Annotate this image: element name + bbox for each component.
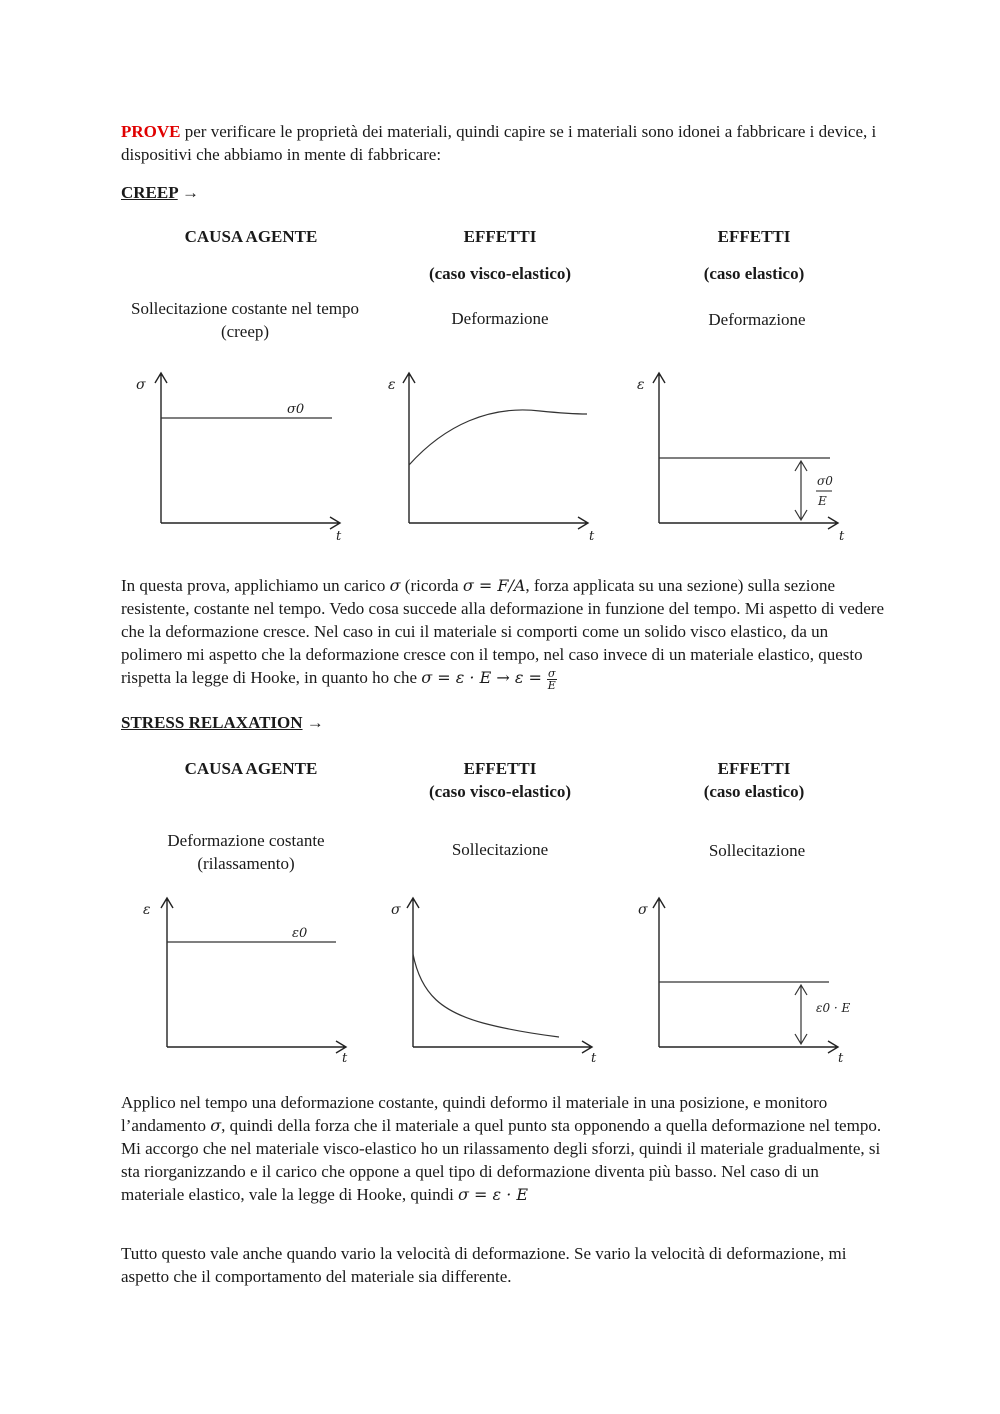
relax-text-1: Applico nel tempo una deformazione costante, quindi deformo il materiale in una posizione, e monitoro l’andamento xyxy=(121,1093,828,1135)
double-arrow-icon xyxy=(795,461,807,520)
stress-relaxation-curve xyxy=(413,954,559,1037)
relax-col2-subtitle: (caso visco-elastico) xyxy=(428,782,572,801)
creep-col3-desc: Deformazione xyxy=(708,310,806,329)
plot-y-axis-label: ε xyxy=(388,377,396,393)
creep-math-3: σ = ε · E → ε = xyxy=(421,668,548,687)
x-axis xyxy=(167,1041,346,1053)
relax-col1-title: CAUSA AGENTE xyxy=(184,759,318,778)
creep-math-2: σ = F/A xyxy=(462,576,526,595)
fraction-denominator: E xyxy=(547,678,556,692)
creep-col2-subtitle: (caso visco-elastico) xyxy=(428,264,572,283)
x-axis xyxy=(659,1041,838,1053)
creep-math-1: σ xyxy=(389,576,401,595)
relax-math-1: σ xyxy=(210,1116,222,1135)
relax-col3-desc: Sollecitazione xyxy=(708,841,806,860)
creep-col2-title: EFFETTI xyxy=(463,227,537,246)
relax-elastic-plot xyxy=(630,890,860,1075)
jump-numerator: σ0 xyxy=(817,474,833,488)
relax-col3-subtitle: (caso elastico) xyxy=(703,782,805,801)
creep-stress-plot xyxy=(130,365,360,550)
creep-text-3: , forza applicata su una sezione) sulla sezione resistente, costante nel tempo. Vedo cosa succede alla deformazione in funzione del tempo. Mi aspetto di vedere che la deformazione cresce. Nel caso in cui il materiale si comporti come un solido visco elastico, da un polimero mi aspetto che la deformazione cresce con il tempo, nel caso invece di un materiale elastico, questo rispetta la legge di Hooke, in quanto ho che xyxy=(121,576,884,687)
plot-x-axis-label: t xyxy=(342,1051,348,1066)
sigma0-label: σ0 xyxy=(287,402,305,417)
creep-text-2: (ricorda xyxy=(400,576,463,595)
relax-col2-title: EFFETTI xyxy=(463,759,537,778)
intro-paragraph xyxy=(121,120,881,166)
intro-text: per verificare le proprietà dei materiali, quindi capire se i materiali sono idonei a fabbricare i device, i dispositivi che abbiamo in mente di fabbricare: xyxy=(121,122,877,164)
relax-text-2: , quindi della forza che il materiale a quel punto sta opponendo a quella deformazione nel tempo. Mi accorgo che nel materiale visco-elastico ho un rilassamento degli sforzi, quindi il materiale gradualmente, si sta riorganizzando e il carico che oppone a quel tipo di deformazione diventa più basso. Nel caso di un materiale elastico, vale la legge di Hooke, quindi xyxy=(121,1116,882,1204)
prove-keyword: PROVE xyxy=(121,122,181,141)
right-arrow-icon: → xyxy=(181,183,199,202)
x-axis xyxy=(161,517,340,529)
creep-heading-label: CREEP xyxy=(121,183,178,202)
jump-label: ε0 · E xyxy=(816,1001,851,1015)
y-axis xyxy=(407,898,419,1047)
creep-col3-title: EFFETTI xyxy=(717,227,791,246)
closing-paragraph: Tutto questo vale anche quando vario la velocità di deformazione. Se vario la velocità di deformazione, mi aspetto che il comportamento del materiale sia differente. xyxy=(121,1244,847,1286)
creep-fraction xyxy=(547,668,557,691)
relax-col1-desc: Deformazione costante (rilassamento) xyxy=(167,831,325,873)
x-axis xyxy=(659,517,838,529)
creep-col1-title: CAUSA AGENTE xyxy=(184,227,318,246)
relax-col3-title: EFFETTI xyxy=(717,759,791,778)
creep-heading xyxy=(121,181,199,204)
relaxation-paragraph xyxy=(121,1091,886,1206)
y-axis xyxy=(653,373,665,523)
plot-y-axis-label: σ xyxy=(638,902,648,918)
creep-col1-desc: Sollecitazione costante nel tempo (creep) xyxy=(130,299,359,341)
creep-elastic-plot xyxy=(630,365,860,550)
creep-paragraph xyxy=(121,574,886,691)
plot-x-axis-label: t xyxy=(839,529,845,544)
plot-x-axis-label: t xyxy=(591,1051,597,1066)
x-axis xyxy=(413,1041,592,1053)
plot-x-axis-label: t xyxy=(336,529,342,544)
y-axis xyxy=(653,898,665,1047)
double-arrow-icon xyxy=(795,985,807,1044)
creep-col3-subtitle: (caso elastico) xyxy=(703,264,805,283)
plot-x-axis-label: t xyxy=(838,1051,844,1066)
creep-viscoelastic-plot xyxy=(380,365,610,550)
plot-y-axis-label: ε xyxy=(637,377,645,393)
y-axis xyxy=(161,898,173,1047)
x-axis xyxy=(409,517,588,529)
right-arrow-icon: → xyxy=(306,713,324,732)
relax-math-2: σ = ε · E xyxy=(458,1185,529,1204)
plot-y-axis-label: σ xyxy=(391,902,401,918)
fraction-numerator: σ xyxy=(548,666,556,680)
y-axis xyxy=(403,373,415,523)
relaxation-heading xyxy=(121,711,324,734)
relax-viscoelastic-plot xyxy=(383,890,613,1075)
relax-col2-desc: Sollecitazione xyxy=(451,840,549,859)
epsilon0-label: ε0 xyxy=(292,926,308,941)
plot-y-axis-label: ε xyxy=(143,902,151,918)
creep-text-1: In questa prova, applichiamo un carico xyxy=(121,576,390,595)
y-axis xyxy=(155,373,167,523)
jump-denominator: E xyxy=(818,494,827,508)
creep-strain-curve xyxy=(409,410,587,465)
plot-y-axis-label: σ xyxy=(136,377,146,393)
relaxation-heading-label: STRESS RELAXATION xyxy=(121,713,303,732)
creep-col2-desc: Deformazione xyxy=(451,309,549,328)
plot-x-axis-label: t xyxy=(589,529,595,544)
relax-strain-plot xyxy=(135,890,365,1075)
